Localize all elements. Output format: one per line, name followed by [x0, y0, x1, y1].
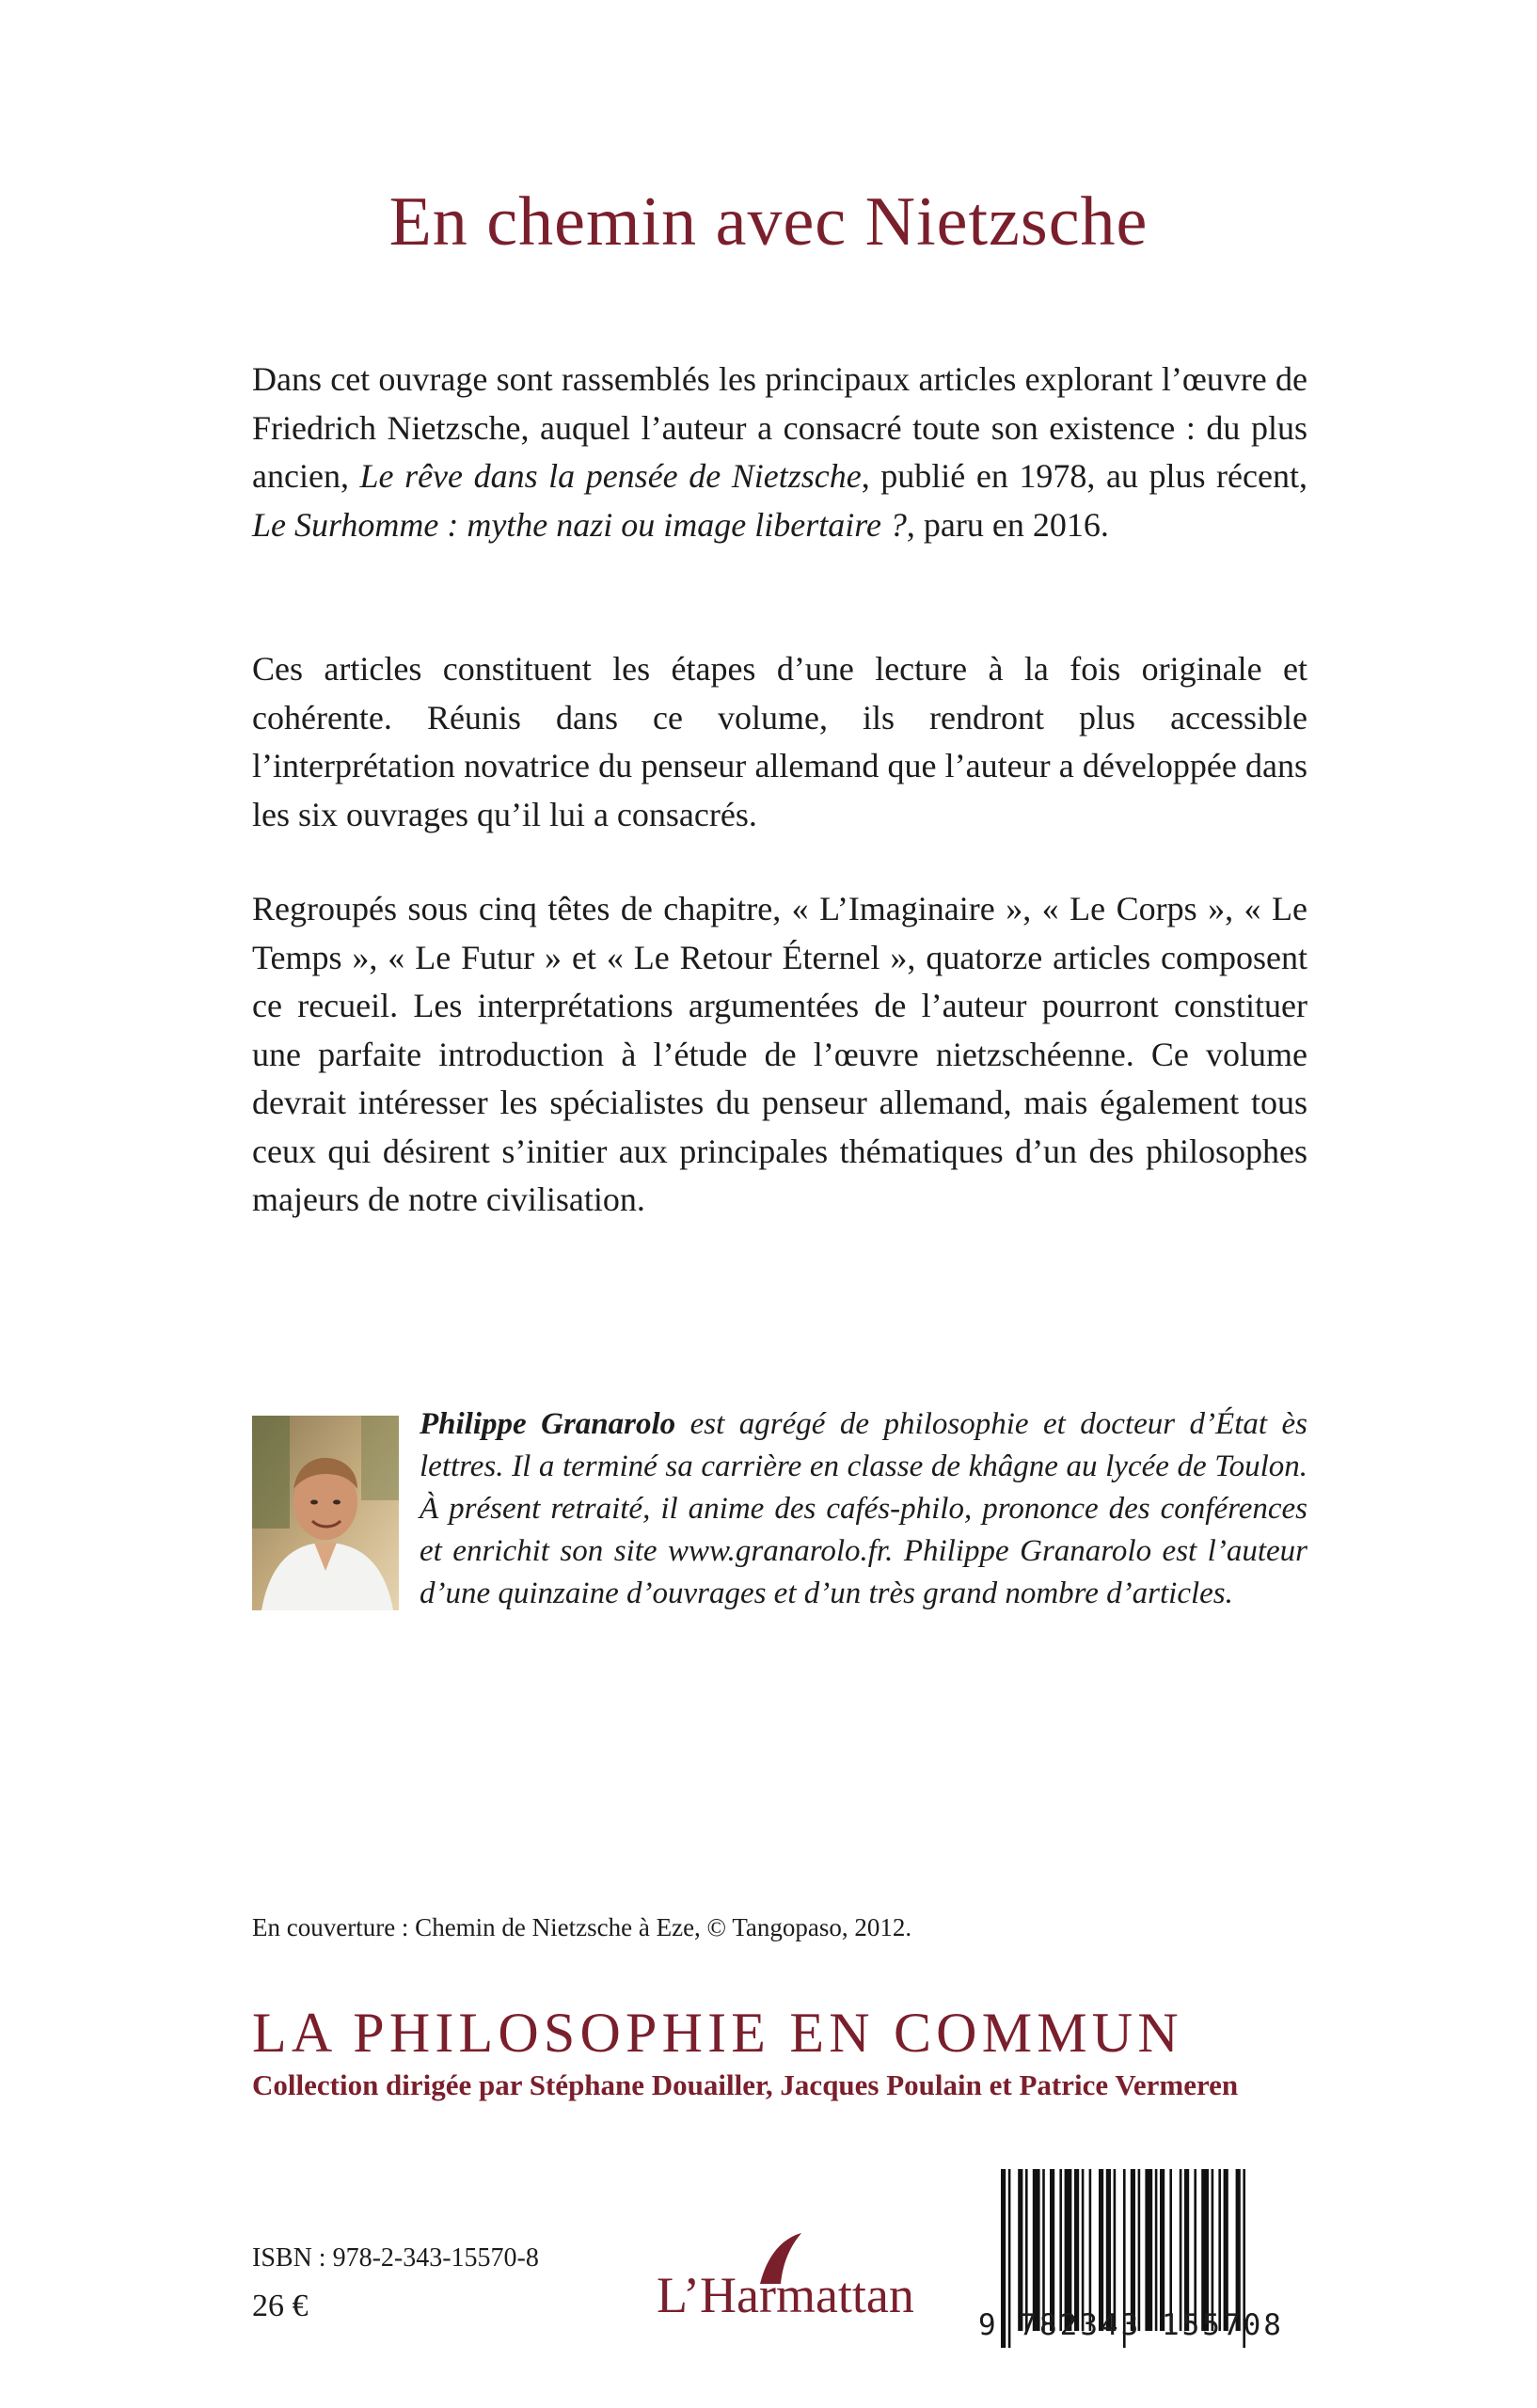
barcode-bar: [1042, 2169, 1045, 2331]
barcode-bar: [1099, 2169, 1103, 2331]
summary-text: , paru en 2016.: [906, 505, 1109, 544]
barcode-number: 9 782343 155708: [978, 2308, 1284, 2342]
summary-text: , publié en 1978, au plus récent,: [861, 457, 1307, 495]
barcode-bar: [1180, 2169, 1182, 2331]
price: 26 €: [252, 2289, 309, 2323]
barcode-bar: [1201, 2169, 1209, 2331]
author-name: Philippe Granarolo: [420, 1407, 676, 1441]
barcode-bar: [1194, 2169, 1196, 2331]
barcode-bar: [1074, 2169, 1079, 2331]
author-photo: [252, 1416, 399, 1610]
summary-text: Regroupés sous cinq têtes de chapitre, « L’Imaginaire », « Le Corps », « Le Temps », « Le Futur » et « Le Retour Éternel », quatorze articles composent ce recueil. Les interprétations argumentées de l’auteur pourront constituer une parfaite introduction à l’étude de l’œuvre nietzschéenne. Ce volume devrait intéresser les spécialistes du penseur allemand, mais également tous ceux qui désirent s’initier aux principales thématiques d’un des philosophes majeurs de notre civilisation.: [252, 890, 1307, 1218]
barcode-bar: [1160, 2169, 1165, 2331]
barcode-bar: [1114, 2169, 1117, 2331]
barcode-bar: [1033, 2169, 1040, 2331]
barcode-bar: [1131, 2169, 1135, 2331]
barcode-bar: [1050, 2169, 1054, 2331]
summary-text: Dans cet ouvrage sont rassemblés les principaux articles explorant l’œuvre de Friedrich Nietzsche, auquel l’auteur a consacré toute son existence : du plus ancien,: [252, 360, 1307, 495]
barcode-bar: [1236, 2169, 1241, 2331]
collection-subtitle: Collection dirigée par Stéphane Douailler, Jacques Poulain et Patrice Vermeren: [252, 2068, 1239, 2101]
summary-text: Ces articles constituent les étapes d’une lecture à la fois originale et cohérente. Réunis dans ce volume, ils rendront plus accessible l’interprétation novatrice du penseur allemand que l’auteur a développée dans les six ouvrages qu’il lui a consacrés.: [252, 650, 1307, 833]
barcode-bar: [1138, 2169, 1141, 2331]
barcode-bar: [1059, 2169, 1062, 2331]
summary-paragraph-3: [252, 885, 1307, 1225]
book-title: En chemin avec Nietzsche: [388, 183, 1149, 261]
cover-credit: En couverture : Chemin de Nietzsche à Eze, © Tangopaso, 2012.: [252, 1913, 912, 1941]
publisher-name: L’Harmattan: [657, 2267, 914, 2323]
barcode-bar: [1018, 2169, 1022, 2331]
collection-title: LA PHILOSOPHIE EN COMMUN: [252, 2002, 1183, 2064]
barcode-bar: [1224, 2169, 1228, 2331]
author-bio: [420, 1403, 1307, 1615]
work-title-1: Le rêve dans la pensée de Nietzsche: [359, 457, 862, 495]
summary-paragraph-1: [252, 356, 1307, 549]
author-bio-text: est agrégé de philosophie et docteur d’État ès lettres. Il a terminé sa carrière en classe de khâgne au lycée de Toulon. À présent retraité, il anime des cafés-philo, prononce des conférences et enrichit son site www.granarolo.fr. Philippe Granarolo est l’auteur d’une quinzaine d’ouvrages et d’un très grand nombre d’articles.: [420, 1407, 1308, 1610]
barcode-bar: [1089, 2169, 1092, 2331]
barcode-bar: [1025, 2169, 1028, 2331]
barcode-bar: [1184, 2169, 1189, 2331]
summary-paragraph-2: [252, 645, 1307, 839]
isbn: ISBN : 978-2-343-15570-8: [252, 2243, 539, 2273]
author-portrait-image: [252, 1416, 399, 1610]
work-title-2: Le Surhomme : mythe nazi ou image libertaire ?: [252, 505, 907, 544]
publisher-logo: [649, 2229, 931, 2333]
barcode-bar: [1218, 2169, 1221, 2331]
barcode-bar: [1082, 2169, 1085, 2331]
barcode-bar: [1155, 2169, 1158, 2331]
barcode-bar: [1106, 2169, 1111, 2331]
barcode-bar: [1145, 2169, 1152, 2331]
barcode-bar: [1065, 2169, 1072, 2331]
barcode-bar: [1212, 2169, 1214, 2331]
barcode-bar: [1169, 2169, 1172, 2331]
